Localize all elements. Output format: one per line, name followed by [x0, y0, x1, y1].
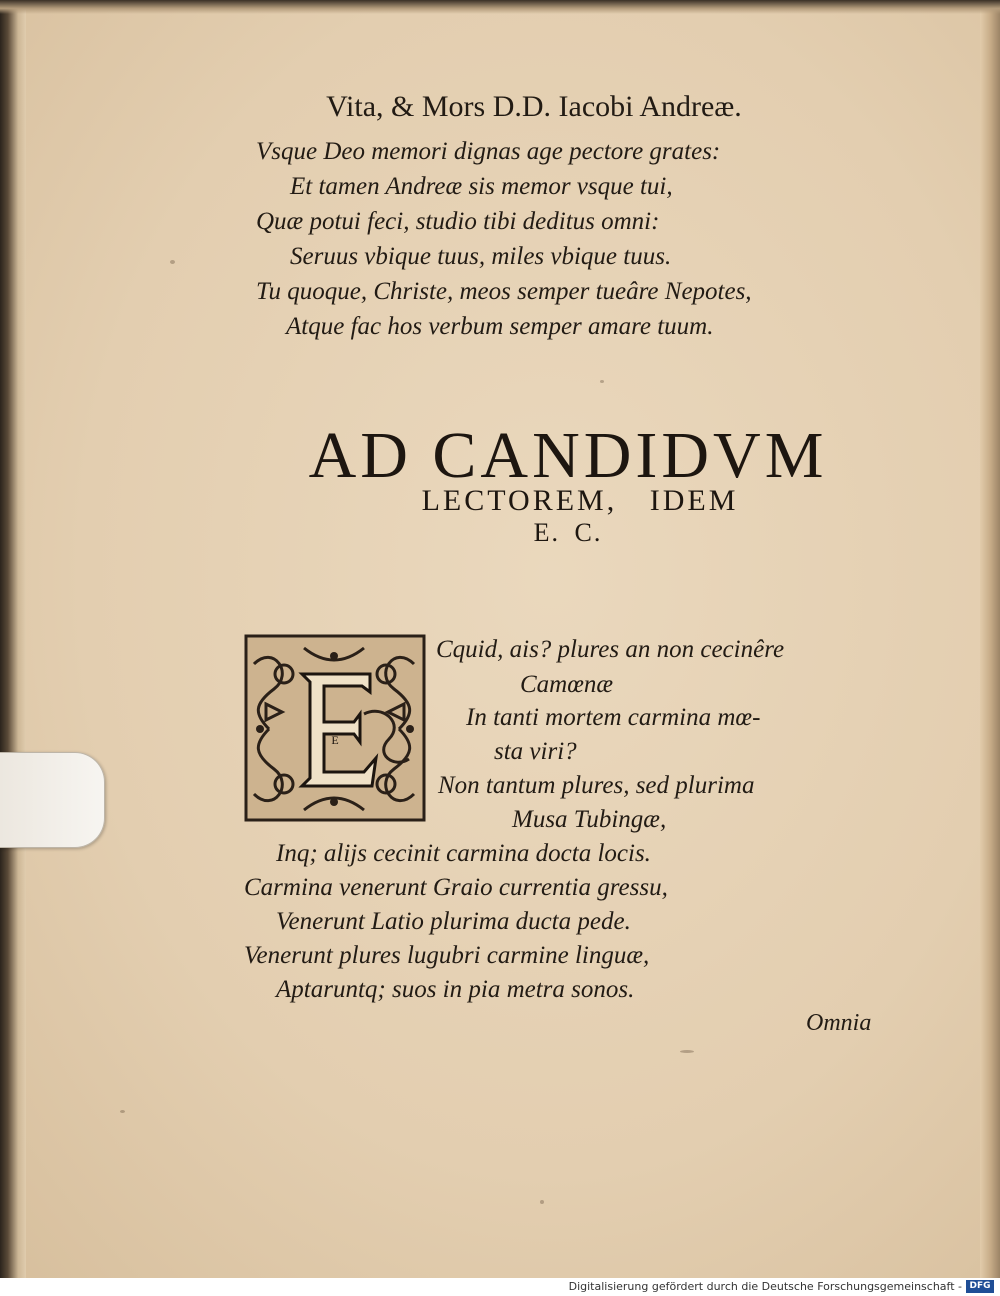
verse-line: Cquid, ais? plures an non cecinêre: [436, 636, 785, 663]
verse-line: Aptaruntq; suos in pia metra sonos.: [276, 976, 635, 1003]
dfg-logo-icon[interactable]: DFG: [966, 1280, 994, 1293]
verse-line: sta viri?: [494, 738, 577, 765]
top-shadow: [0, 0, 1000, 14]
page-edge: [980, 0, 1000, 1278]
initial-letter: E: [331, 733, 339, 747]
paper-speck: [600, 380, 604, 383]
verse-line: Musa Tubingæ,: [512, 806, 667, 833]
verse-line: Carmina venerunt Graio currentia gressu,: [244, 874, 668, 901]
ornament-frame-icon: [244, 634, 426, 822]
verse-line: Camœnæ: [520, 671, 614, 698]
verse-line: Inq; alijs cecinit carmina docta locis.: [276, 840, 651, 867]
page-marker-tab[interactable]: [0, 752, 105, 848]
verse-line: Vsque Deo memori dignas age pectore grates:: [256, 138, 721, 165]
verse-line: Non tantum plures, sed plurima: [438, 772, 755, 799]
section-subtitle: LECTOREM, IDEM: [421, 484, 739, 517]
section-title: AD CANDIDVM: [308, 419, 828, 492]
verse-line: Venerunt Latio plurima ducta pede.: [276, 908, 631, 935]
paper-speck: [120, 1110, 125, 1113]
verse-line: Et tamen Andreæ sis memor vsque tui,: [290, 173, 673, 200]
catchword: Omnia: [806, 1010, 872, 1036]
binding-gutter: [0, 0, 26, 1278]
digitization-footer: [0, 1278, 1000, 1296]
verse-line: Seruus vbique tuus, miles vbique tuus.: [290, 243, 672, 270]
verse-line: Venerunt plures lugubri carmine linguæ,: [244, 942, 650, 969]
decorated-initial: [244, 634, 426, 822]
running-title: Vita, & Mors D.D. Iacobi Andreæ.: [326, 90, 742, 123]
section-author-initials: E. C.: [533, 518, 603, 547]
verse-line: Atque fac hos verbum semper amare tuum.: [286, 313, 714, 340]
verse-line: In tanti mortem carmina mœ-: [466, 704, 761, 731]
funding-credit[interactable]: Digitalisierung gefördert durch die Deutsche Forschungsgemeinschaft -: [568, 1280, 962, 1293]
paper-speck: [680, 1050, 694, 1053]
verse-line: Quæ potui feci, studio tibi deditus omni:: [256, 208, 660, 235]
paper-speck: [170, 260, 175, 264]
verse-line: Tu quoque, Christe, meos semper tueâre Nepotes,: [256, 278, 752, 305]
paper-speck: [540, 1200, 544, 1204]
